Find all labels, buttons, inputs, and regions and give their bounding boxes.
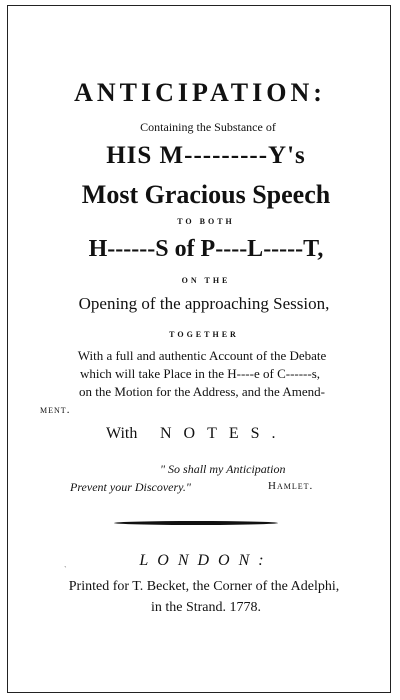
account-line-4: ment.: [40, 402, 71, 416]
to-both-line: TO BOTH: [177, 217, 235, 226]
account-line-1: With a full and authentic Account of the Debate: [77, 348, 327, 363]
book-title: ANTICIPATION:: [74, 78, 326, 107]
opening-line: Opening of the approaching Session,: [78, 294, 330, 313]
imprint-printer: Printed for T. Becket, the Corner of the Adelphi,: [68, 579, 340, 594]
gracious-speech-line: Most Gracious Speech: [81, 180, 331, 209]
account-line-3: on the Motion for the Address, and the Amend-: [79, 384, 325, 399]
epigraph-attribution: Hamlet.: [268, 480, 314, 492]
ornamental-rule: [114, 521, 278, 525]
ink-mark: ˋ: [64, 565, 67, 574]
notes-label: NOTES.: [160, 425, 288, 442]
epigraph-line-2: Prevent your Discovery.": [70, 480, 191, 494]
imprint-city: LONDON:: [139, 552, 273, 569]
account-line-2: which will take Place in the H----e of C------s,: [79, 366, 321, 381]
epigraph-line-1: " So shall my Anticipation: [160, 462, 286, 476]
his-majesty-line: HIS M---------Y's: [106, 142, 306, 169]
containing-line: Containing the Substance of: [140, 120, 276, 134]
imprint-date: in the Strand. 1778.: [150, 600, 262, 615]
houses-line: H------S of P----L-----T,: [88, 236, 324, 262]
with-label: With: [106, 425, 138, 442]
together-line: TOGETHER: [169, 330, 239, 339]
on-the-line: ON THE: [181, 276, 231, 285]
